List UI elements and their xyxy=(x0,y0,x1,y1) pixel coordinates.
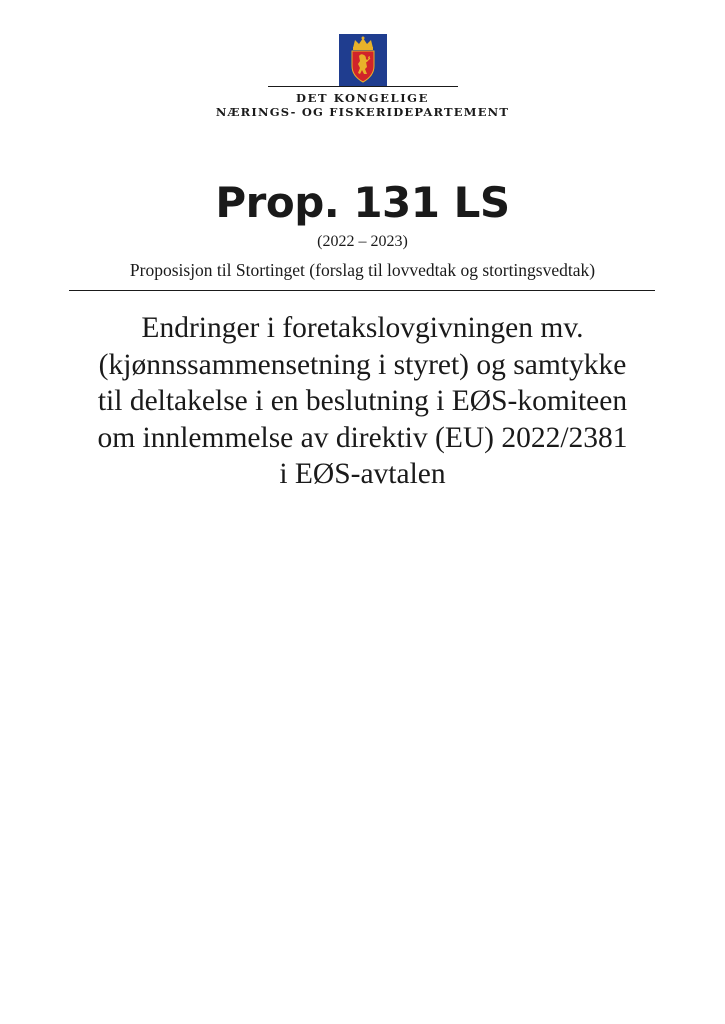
document-type: Proposisjon til Stortinget (forslag til lovvedtak og stortingsvedtak) xyxy=(129,260,596,280)
proposition-subject xyxy=(40,310,685,493)
norwegian-coat-of-arms-icon xyxy=(339,34,387,86)
subject-line: om innlemmelse av direktiv (EU) 2022/2381 xyxy=(97,421,628,454)
ministry-logo xyxy=(0,34,725,119)
logo-rule xyxy=(268,86,458,87)
proposition-title: Prop. 131 LS xyxy=(215,178,510,227)
subject-line: til deltakelse i en beslutning i EØS-komiteen xyxy=(97,385,628,417)
subject-line: Endringer i foretakslovgivningen mv. xyxy=(141,312,584,344)
ministry-name-line2: NÆRINGS- OG FISKERIDEPARTEMENT xyxy=(215,105,510,119)
title-divider xyxy=(69,290,655,291)
ministry-name-line1: DET KONGELIGE xyxy=(296,91,429,105)
session-years: (2022 – 2023) xyxy=(317,233,408,250)
subject-line: (kjønnssammensetning i styret) og samtykke xyxy=(98,348,627,381)
subject-line: i EØS-avtalen xyxy=(279,458,446,490)
